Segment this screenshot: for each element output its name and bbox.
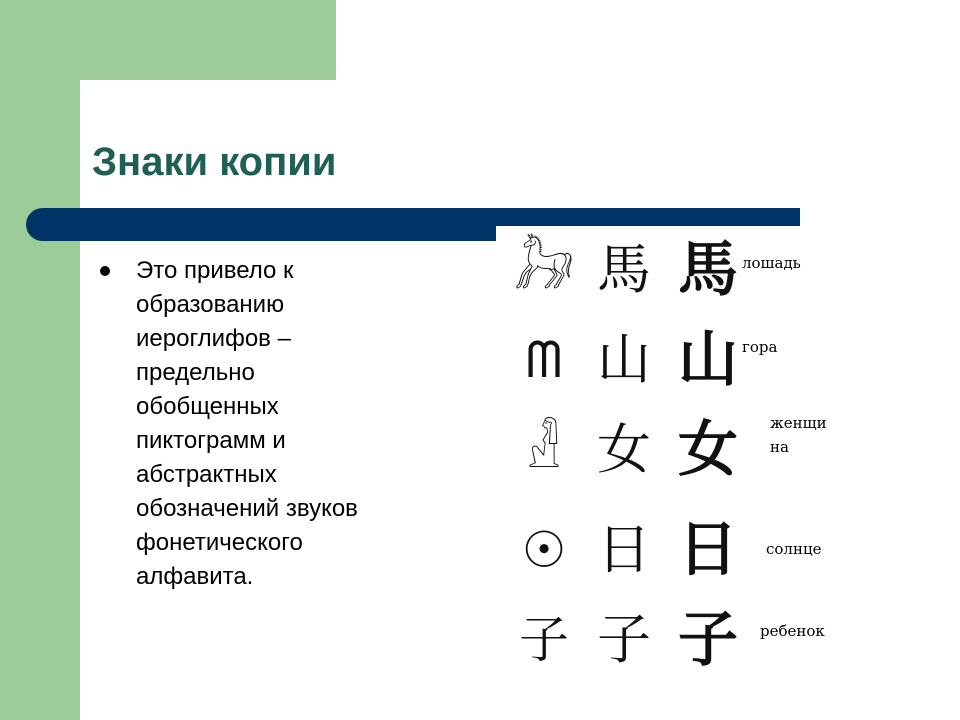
modern-glyph-sun: 日: [678, 515, 738, 585]
label-horse: лошадь: [742, 254, 801, 272]
intermediate-glyph-horse: 馬: [597, 238, 651, 301]
ancient-glyph-woman: 𓁐: [527, 421, 561, 479]
ancient-glyph-horse: 𓃗: [514, 241, 574, 299]
intermediate-glyph-sun: 日: [597, 518, 651, 581]
ancient-glyph-mountain: ᗰ: [525, 331, 563, 389]
modern-glyph-mountain: 山: [678, 325, 738, 395]
ancient-glyph-sun: ☉: [521, 521, 567, 579]
bullet-text: Это привело к образованию иероглифов – предельно обобщенных пиктограмм и абстрактных обозначений звуков фонетического алфавита.: [136, 257, 358, 590]
green-left-band: [0, 80, 80, 720]
label-mountain: гора: [742, 338, 778, 356]
bullet-dot-icon: [100, 266, 110, 276]
intermediate-glyph-child: 子: [597, 608, 651, 671]
modern-glyph-horse: 馬: [678, 235, 738, 305]
label-child: ребенок: [760, 622, 825, 640]
slide-title: Знаки копии: [92, 140, 337, 184]
figure-row-child: [496, 596, 846, 686]
figure-row-mountain: [496, 316, 846, 406]
green-top-band: [0, 0, 336, 80]
figure-row-sun: [496, 506, 846, 596]
modern-glyph-woman: 女: [678, 415, 738, 485]
modern-glyph-child: 子: [678, 605, 738, 675]
figure-row-woman: [496, 406, 846, 496]
ancient-glyph-child: 子: [519, 611, 569, 669]
label-sun: солнце: [766, 540, 822, 558]
figure-row-horse: [496, 226, 846, 316]
intermediate-glyph-mountain: 山: [597, 328, 651, 391]
hieroglyph-evolution-figure: [496, 226, 846, 696]
intermediate-glyph-woman: 女: [597, 418, 651, 481]
label-woman-cont: на: [770, 438, 789, 456]
label-woman: женщи: [770, 414, 827, 432]
